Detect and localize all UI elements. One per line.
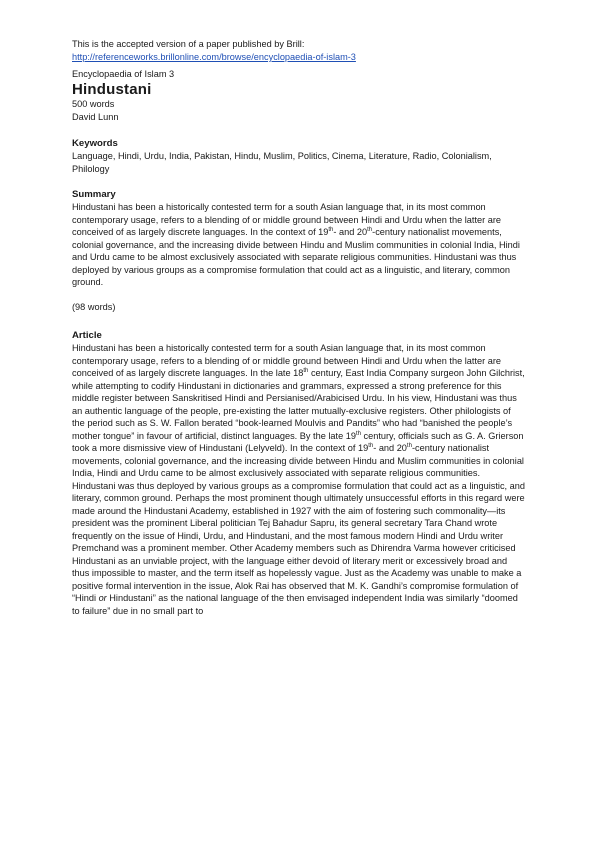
article-section <box>72 329 525 617</box>
article-sup-2: th <box>355 430 361 437</box>
article-emphasis: or <box>98 593 107 603</box>
author-name: David Lunn <box>72 112 119 122</box>
source-link[interactable]: http://referenceworks.brillonline.com/browse/encyclopaedia-of-islam-3 <box>72 52 356 62</box>
summary-paragraph <box>72 201 525 289</box>
article-paragraph <box>72 342 525 617</box>
article-sup-3: th <box>368 442 374 449</box>
word-count: 500 words <box>72 99 115 109</box>
article-text-6: Hindustani” as the national language of the then envisaged independent India was similarly “doomed to failure” due in no small part to <box>72 593 518 616</box>
summary-text-2: - and 20 <box>333 227 368 237</box>
keywords-text: Language, Hindi, Urdu, India, Pakistan, Hindu, Muslim, Politics, Cinema, Literature, Radio, Colonialism, Philology <box>72 151 492 174</box>
article-text-1: Hindustani has been a historically contested term for a south Asian language that, in its most common contemporary usage, refers to a blending of or middle ground between Hindi and Urdu when the latter are conceived of as largely discrete languages. In the late 18 <box>72 343 502 378</box>
article-heading: Article <box>72 330 102 341</box>
article-text-5: -century nationalist movements, colonial governance, and the increasing divide between Hindu and Muslim communities in colonial India, Hindi and Urdu came to be almost exclusively associated with separate religious communities. Hindustani was thus deployed by various groups as a compromise formulation that could act as a linguistic, and literary, common ground. Perhaps the most prominent though ultimately unsuccessful efforts in this regard were made around the Hindustani Academy, established in 1927 with the aim of fostering such commonality—its president was the prominent Liberal politician Tej Bahadur Sapru, its general secretary Tara Chand wrote frequently on the issue of Hindi, Urdu, and Hindustani, and the most famous modern Hindi and Urdu writer Premchand was a prominent member. Other Academy members such as Dhirendra Varma however criticised Hindustani as an unviable project, with the language either devoid of literary merit or excessively broad and thus impossible to master, and the term itself as hopelessly vague. Just as the Academy was unable to make a positive formal intervention in the issue, Alok Rai has observed that M. K. Gandhi’s compromise formulation of “Hindi <box>72 443 525 603</box>
notice-text: This is the accepted version of a paper published by Brill: <box>72 39 305 49</box>
article-meta <box>72 68 525 124</box>
summary-section <box>72 188 525 313</box>
publication-notice <box>72 38 525 64</box>
article-text-3: century, officials such as G. A. Grierson took a more dismissive view of Hindustani (Lelyveld). In the context of 19 <box>72 430 524 453</box>
summary-sup-2: th <box>367 226 373 233</box>
summary-text-3: -century nationalist movements, colonial governance, and the increasing divide between Hindu and Muslim communities in colonial India, Hindi and Urdu came to be almost exclusively associated with separate religious communities. Hindustani was thus deployed by various groups as a compromise formulation that could act as a linguistic, and literary, common ground. <box>72 227 520 287</box>
article-sup-1: th <box>303 367 309 374</box>
article-sup-4: th <box>406 442 412 449</box>
summary-text-1: Hindustani has been a historically contested term for a south Asian language that, in its most common contemporary usage, refers to a blending of or middle ground between Hindi and Urdu when the latter are conceived of as largely discrete languages. In the context of 19 <box>72 202 502 237</box>
keywords-section <box>72 137 525 175</box>
encyclopedia-name: Encyclopaedia of Islam 3 <box>72 69 175 79</box>
article-title: Hindustani <box>72 81 152 98</box>
article-text-4: - and 20 <box>373 443 407 453</box>
keywords-heading: Keywords <box>72 138 118 149</box>
summary-word-count: (98 words) <box>72 301 116 312</box>
summary-sup-1: th <box>328 226 334 233</box>
article-text-2: century, East India Company surgeon John Gilchrist, while attempting to codify Hindustani in dictionaries and grammars, expressed a strong preference for this middle register between Sanskritised Hindi and Persianised/Arabicised Urdu. In his view, Hindustani was thus an authentic language of the people, pre-existing the latter mutually-exclusive registers. Other philologists of the period such as S. W. Fallon berated “book-learned Moulvis and Pandits” who had “banished the people’s mother tongue” in favour of artificial, distinct languages. By the late 19 <box>72 368 525 441</box>
summary-heading: Summary <box>72 189 116 200</box>
